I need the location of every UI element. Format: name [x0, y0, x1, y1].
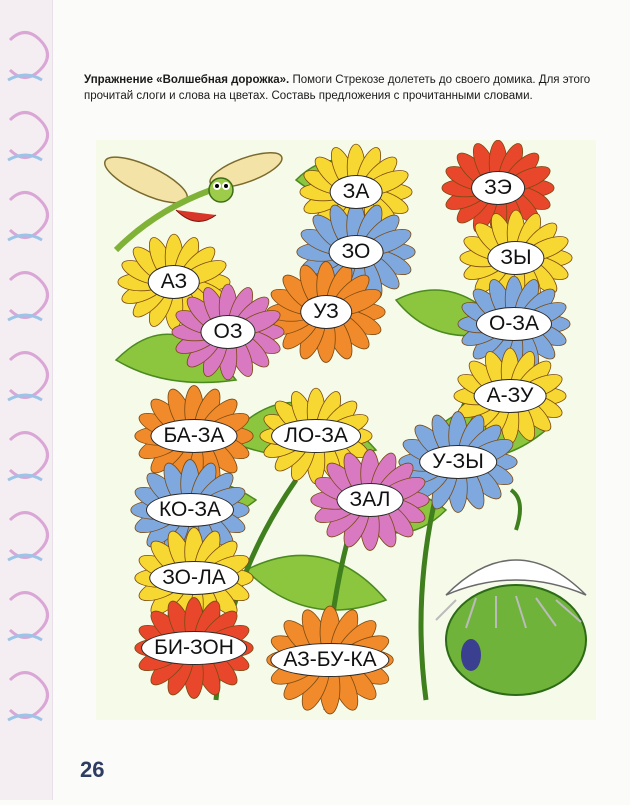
- flower-label: УЗ: [300, 295, 352, 329]
- flower-label: ЗАЛ: [337, 483, 404, 517]
- pattern-ornament: [0, 0, 52, 800]
- flower-label: ЛО-ЗА: [271, 419, 361, 453]
- flower-label: У-ЗЫ: [419, 445, 497, 479]
- flower-label: ОЗ: [200, 315, 255, 349]
- decorative-left-border: [0, 0, 53, 800]
- flower-label: ЗЫ: [487, 241, 544, 275]
- flower-label: ЗА: [330, 175, 383, 209]
- magic-path-illustration: [96, 140, 596, 720]
- flower-label: А-ЗУ: [474, 379, 547, 413]
- flower-label: ЗО: [329, 235, 384, 269]
- exercise-title: Упражнение «Волшебная дорожка».: [84, 74, 290, 86]
- flower-label: О-ЗА: [476, 307, 552, 341]
- exercise-instruction: [84, 72, 604, 104]
- flower-label: АЗ: [148, 265, 200, 299]
- flower-label: БИ-ЗОН: [141, 631, 247, 665]
- flower-label: КО-ЗА: [146, 493, 234, 527]
- flower-label: ЗО-ЛА: [149, 561, 239, 595]
- flower-label: АЗ-БУ-КА: [270, 643, 389, 677]
- exercise-text: Помоги Стрекозе долететь до своего домика. Для этого прочитай слоги и слова на цветах. Составь предложения с прочитанными словами.: [84, 74, 591, 102]
- flower-label: ЗЭ: [471, 171, 525, 205]
- page-number: 26: [80, 757, 105, 782]
- flower-label: БА-ЗА: [150, 419, 237, 453]
